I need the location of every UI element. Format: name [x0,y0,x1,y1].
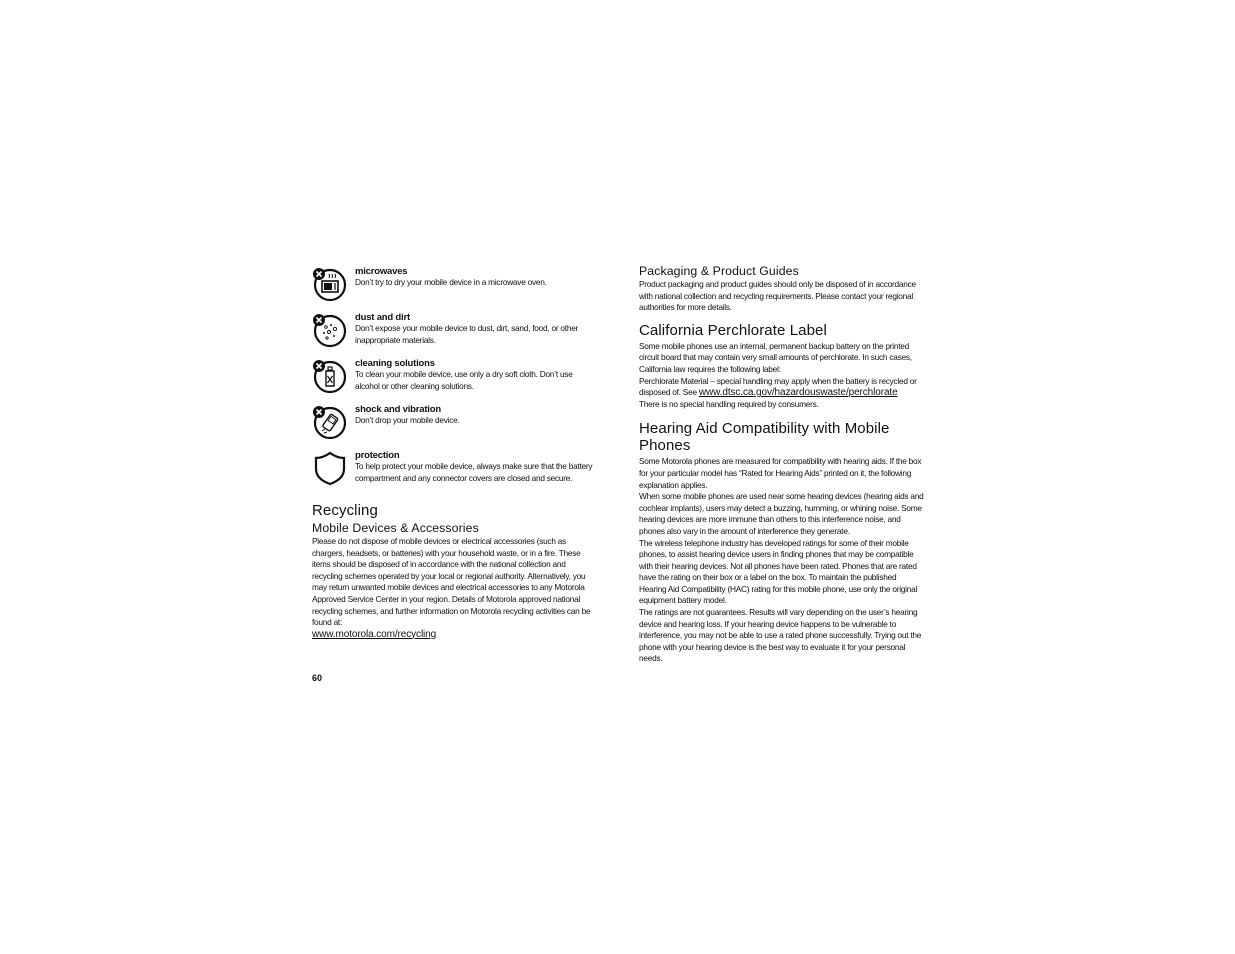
care-description: Don’t expose your mobile device to dust, dirt, sand, food, or other inappropriate materials. [355,323,579,345]
recycling-text: Please do not dispose of mobile devices or electrical accessories (such as chargers, headsets, or batteries) with your household waste, or in a fire. These items should be disposed of in accordance with the national collection and recycling schemes operated by your local or regional authority. Alternatively, you may return unwanted mobile devices and electrical accessories to any Motorola Approved Service Center in your region. Details of Motorola approved national recycling schemes, and further information on Motorola recycling activities can be found at: [312,536,591,628]
care-title: dust and dirt [355,312,410,323]
care-title: shock and vibration [355,404,441,415]
perchlorate-link[interactable]: www.dtsc.ca.gov/hazardouswaste/perchlorate [698,387,898,399]
hac-text-1: Some Motorola phones are measured for compatibility with hearing aids. If the box for your particular model has “Rated for Hearing Aids” printed on it, the following explanation applies. [639,456,922,490]
perchlorate-heading: California Perchlorate Label [639,321,827,339]
hac-text-4: The ratings are not guarantees. Results will vary depending on the user’s hearing device and hearing loss. If your hearing device happens to be vulnerable to interference, you may not be able to use a rated phone successfully. Trying out the phone with your hearing device is the best way to evaluate it for your personal needs. [639,607,922,664]
care-description: Don’t try to dry your mobile device in a microwave oven. [355,277,547,287]
recycling-subheading: Mobile Devices & Accessories [312,521,479,535]
care-item-dust [312,310,597,348]
perchlorate-text-1: Some mobile phones use an internal, permanent backup battery on the printed circuit board that may contain very small amounts of perchlorate. In such cases, California law requires the following label: [639,340,912,374]
hac-heading: Hearing Aid Compatibility with Mobile Phones [639,420,890,455]
care-item-shock [312,402,597,440]
right-column [639,264,924,665]
packaging-heading: Packaging & Product Guides [639,264,799,278]
hac-text-2: When some mobile phones are used near some hearing devices (hearing aids and cochlear implants), users may detect a buzzing, humming, or whining noise. Some hearing devices are more immune than others to this interference noise, and phones also vary in the amount of interference they generate. [639,491,924,536]
care-title: cleaning solutions [355,358,435,369]
perchlorate-text-2-body: Perchlorate Material – special handling may apply when the battery is recycled or disposed of. See [639,375,917,398]
care-description: Don’t drop your mobile device. [355,415,460,425]
dust-icon [312,312,348,348]
dropped-phone-icon [312,404,348,440]
perchlorate-text-3: There is no special handling required by consumers. [639,398,819,409]
care-description: To clean your mobile device, use only a dry soft cloth. Don’t use alcohol or other cleaning solutions. [355,369,573,391]
hac-text-3: The wireless telephone industry has developed ratings for some of their mobile phones, to assist hearing device users in finding phones that may be compatible with their hearing devices. Not all phones have been rated. Phones that are rated have the rating on their box or a label on the box. To maintain the published Hearing Aid Compatibility (HAC) rating for this mobile phone, use only the original equipment battery model. [639,537,918,606]
care-title: protection [355,450,400,461]
page-number: 60 [312,673,323,683]
care-description: To help protect your mobile device, always make sure that the battery compartment and any connector covers are closed and secure. [355,461,593,483]
left-column [312,264,597,641]
care-item-microwaves [312,264,597,302]
microwave-icon [312,266,348,302]
recycling-link[interactable]: www.motorola.com/recycling [312,628,437,640]
care-title: microwaves [355,266,408,277]
packaging-text: Product packaging and product guides should only be disposed of in accordance with national collection and recycling requirements. Please contact your regional authorities for more details. [639,279,916,313]
perchlorate-text-2 [639,376,924,399]
cleaning-bottle-icon [312,358,348,394]
recycling-heading: Recycling [312,502,378,519]
care-item-protection [312,448,597,486]
care-item-cleaning [312,356,597,394]
shield-icon [312,450,348,486]
